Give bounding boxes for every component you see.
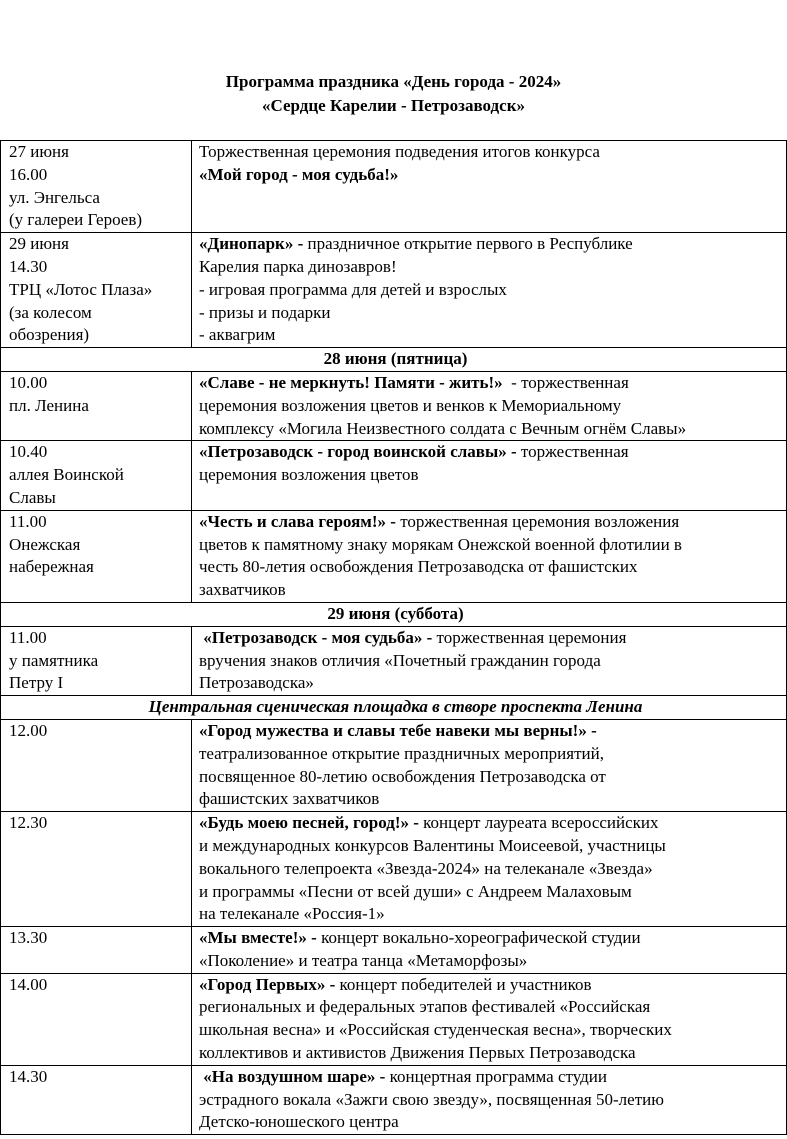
event-text: концерт победителей и участников	[335, 974, 592, 994]
event-text: концерт лауреата всероссийских	[418, 813, 659, 833]
event-title: «Будь моею песней, город!» -	[199, 813, 419, 833]
program-table-body	[1, 141, 787, 1135]
program-row	[1, 973, 787, 1065]
event-description	[192, 626, 787, 695]
event-time-place-line: 12.30	[9, 813, 48, 833]
event-text: Карелия парка динозавров!	[199, 256, 397, 276]
event-description	[192, 1065, 787, 1134]
program-table	[0, 140, 787, 1135]
event-description	[192, 812, 787, 927]
event-text: «Поколение» и театра танца «Метаморфозы»	[199, 950, 528, 970]
event-time-place	[1, 812, 192, 927]
event-time-place-line: у памятника	[9, 650, 99, 670]
event-description-line	[199, 164, 784, 187]
event-time-place-line: ул. Энгельса	[9, 187, 100, 207]
event-description-line	[199, 372, 784, 395]
event-text: торжественная церемония возложения	[395, 511, 680, 531]
event-text: - призы и подарки	[199, 302, 331, 322]
event-title: «Город Первых» -	[199, 974, 336, 994]
event-text: церемония возложения цветов	[199, 465, 419, 485]
program-row	[1, 141, 787, 233]
event-text: театрализованное открытие праздничных мероприятий,	[199, 743, 604, 763]
event-text: захватчиков	[199, 580, 286, 600]
event-description-line	[199, 464, 784, 487]
event-text: эстрадного вокала «Зажги свою звезду», посвященная 50-летию	[199, 1089, 664, 1109]
event-text: Торжественная церемония подведения итогов конкурса	[199, 142, 600, 161]
event-time-place-line: 29 июня	[9, 234, 69, 254]
event-time-place	[1, 626, 192, 695]
event-text: коллективов и активистов Движения Первых Петрозаводска	[199, 1043, 636, 1063]
event-time-place	[1, 441, 192, 510]
event-description-line	[199, 903, 784, 926]
event-description-line	[199, 858, 784, 881]
event-description-line	[199, 1111, 784, 1134]
event-text: - аквагрим	[199, 325, 276, 345]
event-description-line	[199, 579, 784, 602]
event-description-line	[199, 881, 784, 904]
event-description-line	[199, 233, 784, 256]
event-time-place-line: (у галереи Героев)	[9, 210, 143, 230]
event-text: вручения знаков отличия «Почетный гражданин города	[199, 650, 601, 670]
event-text: торжественная церемония	[432, 627, 627, 647]
event-text: праздничное открытие первого в Республике	[303, 234, 633, 254]
event-text: комплексу «Могила Неизвестного солдата с Вечным огнём Славы»	[199, 418, 687, 438]
program-row	[1, 927, 787, 974]
document-title: Программа праздника «День города - 2024»	[225, 72, 562, 91]
event-time-place-line: 13.30	[9, 928, 48, 948]
event-time-place-line: ТРЦ «Лотос Плаза»	[9, 279, 153, 299]
event-description-line	[199, 441, 784, 464]
event-time-place-line: Петру I	[9, 673, 64, 693]
event-text: Детско-юношеского центра	[199, 1112, 399, 1132]
event-description-line	[199, 418, 784, 441]
event-time-place	[1, 233, 192, 348]
event-time-place	[1, 1065, 192, 1134]
event-time-place	[1, 973, 192, 1065]
program-row	[1, 510, 787, 602]
event-time-place-line: 27 июня	[9, 142, 69, 161]
event-time-place	[1, 510, 192, 602]
event-time-place-line: 14.00	[9, 974, 48, 994]
event-title: «На воздушном шаре» -	[199, 1066, 386, 1086]
program-row	[1, 719, 787, 811]
program-row	[1, 233, 787, 348]
event-title: «Мой город - моя судьба!»	[199, 164, 399, 184]
event-description-line	[199, 720, 784, 743]
event-description	[192, 719, 787, 811]
venue-heading: Центральная сценическая площадка в створе проспекта Ленина	[1, 696, 787, 720]
event-description-line	[199, 766, 784, 789]
event-description-line	[199, 534, 784, 557]
day-heading: 28 июня (пятница)	[1, 348, 787, 372]
day-heading-row	[1, 348, 787, 372]
document-header	[0, 70, 787, 118]
event-title: «Город мужества и славы тебе навеки мы верны!» -	[199, 720, 597, 740]
event-description-line	[199, 279, 784, 302]
event-title: «Честь и слава героям!» -	[199, 511, 396, 531]
event-text: региональных и федеральных этапов фестивалей «Российская	[199, 997, 651, 1017]
event-description-line	[199, 974, 784, 997]
event-time-place-line: (за колесом	[9, 302, 92, 322]
event-text: посвященное 80-летию освобождения Петрозаводска от	[199, 766, 606, 786]
venue-heading-row	[1, 696, 787, 720]
program-row	[1, 441, 787, 510]
event-text: - игровая программа для детей и взрослых	[199, 279, 507, 299]
event-description-line	[199, 1019, 784, 1042]
program-row	[1, 1065, 787, 1134]
event-description-line	[199, 1089, 784, 1112]
event-text: торжественная	[516, 442, 629, 462]
event-text: церемония возложения цветов и венков к Мемориальному	[199, 395, 622, 415]
event-time-place	[1, 371, 192, 440]
day-heading-row	[1, 602, 787, 626]
event-title: «Динопарк» -	[199, 234, 304, 254]
event-description-line	[199, 812, 784, 835]
program-row	[1, 626, 787, 695]
event-description	[192, 927, 787, 974]
event-text: и программы «Песни от всей души» с Андреем Малаховым	[199, 881, 632, 901]
event-time-place	[1, 719, 192, 811]
event-text: и международных конкурсов Валентины Моисеевой, участницы	[199, 835, 666, 855]
document-subtitle: «Сердце Карелии - Петрозаводск»	[262, 96, 525, 115]
event-description-line	[199, 395, 784, 418]
event-description-line	[199, 256, 784, 279]
event-description	[192, 233, 787, 348]
event-title: «Славе - не меркнуть! Памяти - жить!»	[199, 372, 503, 392]
event-time-place-line: аллея Воинской	[9, 465, 124, 485]
event-title: «Петрозаводск - моя судьба» -	[199, 627, 433, 647]
event-description-line	[199, 743, 784, 766]
day-heading: 29 июня (суббота)	[1, 602, 787, 626]
program-row	[1, 812, 787, 927]
event-text: на телеканале «Россия-1»	[199, 904, 385, 924]
event-time-place-line: Онежская	[9, 534, 81, 554]
event-description-line	[199, 927, 784, 950]
event-time-place-line: 11.00	[9, 627, 47, 647]
event-description-line	[199, 672, 784, 695]
event-description-line	[199, 950, 784, 973]
event-text: фашистских захватчиков	[199, 789, 380, 809]
program-row	[1, 371, 787, 440]
event-time-place	[1, 927, 192, 974]
event-time-place	[1, 141, 192, 233]
event-description	[192, 441, 787, 510]
event-description	[192, 141, 787, 233]
event-description-line	[199, 835, 784, 858]
event-description-line	[199, 141, 784, 164]
event-description-line	[199, 996, 784, 1019]
event-title: «Петрозаводск - город воинской славы» -	[199, 442, 517, 462]
event-text: - торжественная	[502, 372, 629, 392]
event-time-place-line: Славы	[9, 487, 56, 507]
event-description-line	[199, 1042, 784, 1065]
event-description-line	[199, 302, 784, 325]
event-text: концерт вокально-хореографической студии	[316, 928, 641, 948]
event-time-place-line: 14.30	[9, 256, 48, 276]
event-description-line	[199, 788, 784, 811]
event-description	[192, 973, 787, 1065]
event-description-line	[199, 324, 784, 347]
event-time-place-line: 16.00	[9, 164, 48, 184]
event-time-place-line: обозрения)	[9, 325, 90, 345]
event-description-line	[199, 627, 784, 650]
event-time-place-line: 14.30	[9, 1066, 48, 1086]
event-time-place-line: набережная	[9, 557, 94, 577]
event-description-line	[199, 511, 784, 534]
event-description-line	[199, 1066, 784, 1089]
event-time-place-line: пл. Ленина	[9, 395, 89, 415]
event-text: школьная весна» и «Российская студенческая весна», творческих	[199, 1020, 672, 1040]
event-description	[192, 371, 787, 440]
event-time-place-line: 11.00	[9, 511, 47, 531]
event-text: цветов к памятному знаку морякам Онежской военной флотилии в	[199, 534, 682, 554]
event-text: вокального телепроекта «Звезда-2024» на телеканале «Звезда»	[199, 858, 653, 878]
event-time-place-line: 10.40	[9, 442, 48, 462]
event-text: концертная программа студии	[385, 1066, 607, 1086]
event-time-place-line: 12.00	[9, 720, 48, 740]
event-text: честь 80-летия освобождения Петрозаводска от фашистских	[199, 557, 638, 577]
event-description-line	[199, 556, 784, 579]
event-description	[192, 510, 787, 602]
event-time-place-line: 10.00	[9, 372, 48, 392]
event-text: Петрозаводска»	[199, 673, 314, 693]
event-title: «Мы вместе!» -	[199, 928, 317, 948]
event-description-line	[199, 650, 784, 673]
